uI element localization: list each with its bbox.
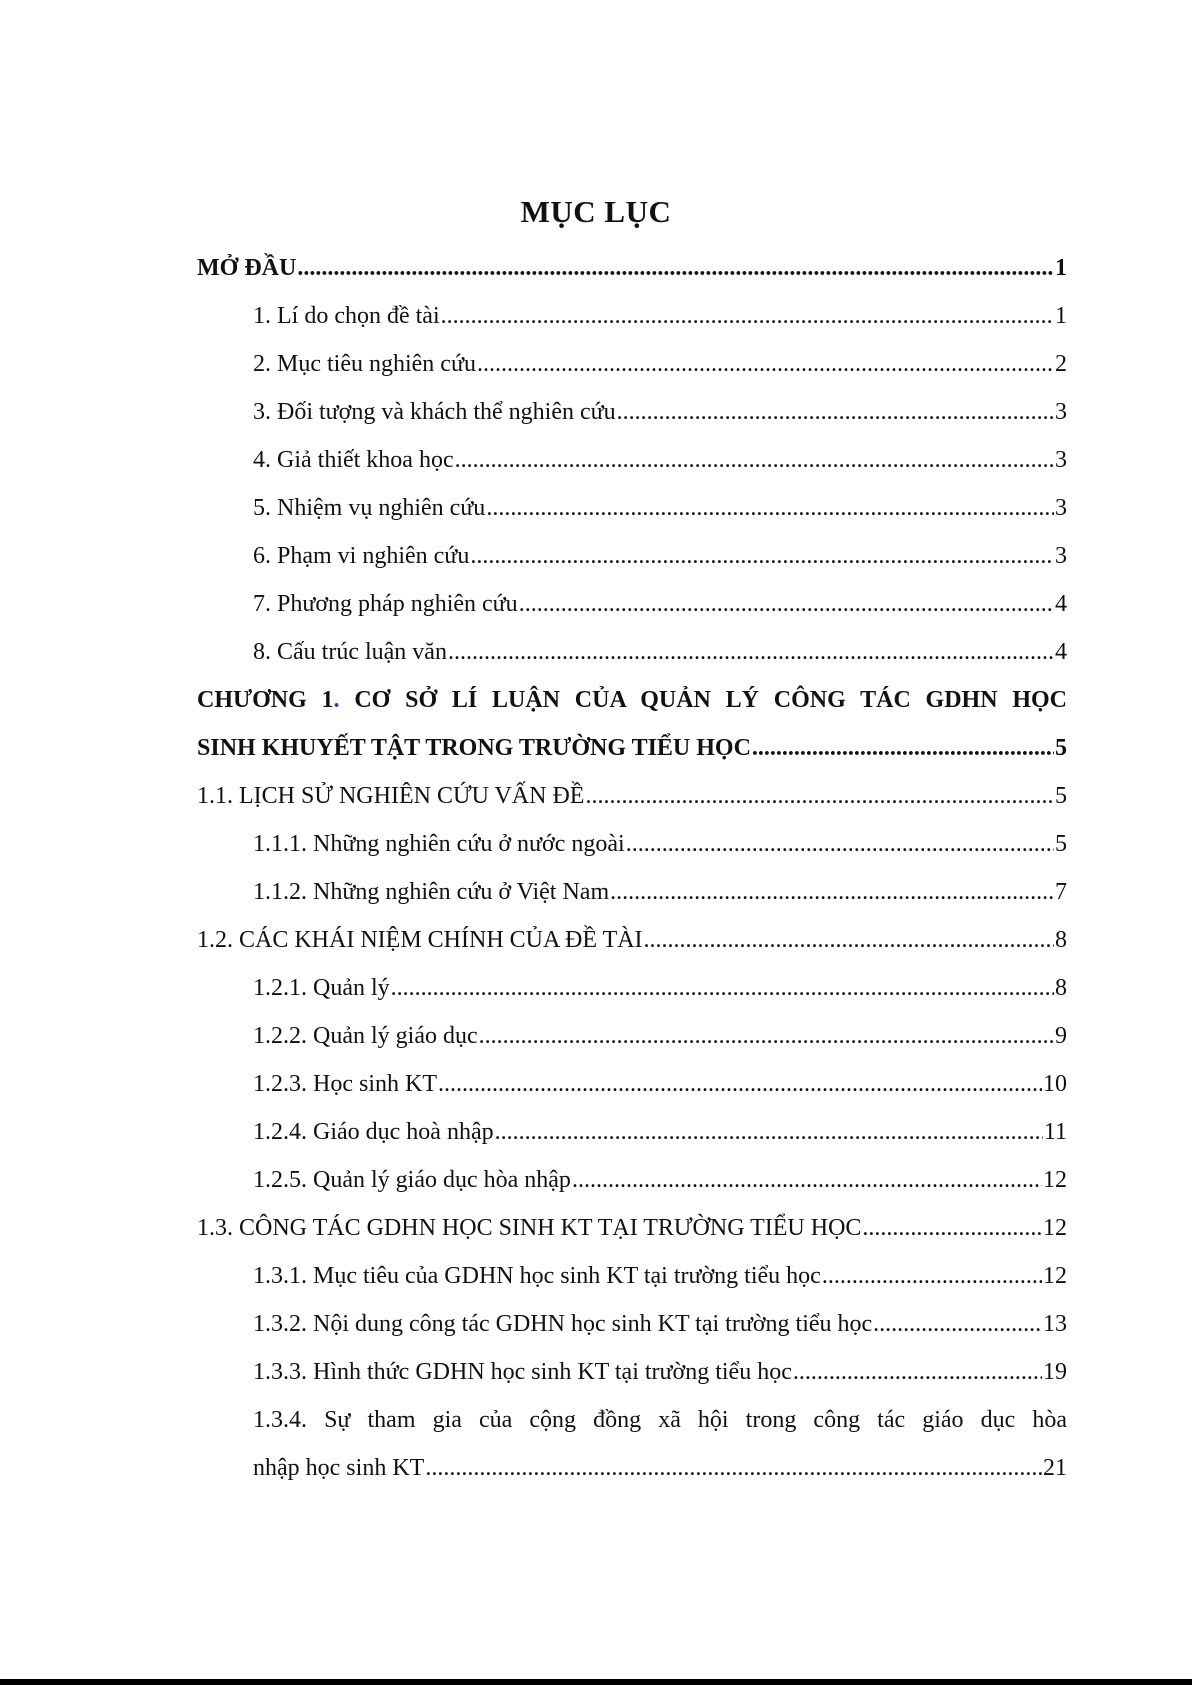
entry-text: 1.1.1. Những nghiên cứu ở nước ngoài xyxy=(253,831,625,857)
page-number: 19 xyxy=(1043,1359,1067,1385)
dot-leader xyxy=(297,244,1054,292)
dot-leader xyxy=(470,532,1054,580)
entry-text: 1. Lí do chọn đề tài xyxy=(253,303,440,329)
dot-leader xyxy=(441,292,1054,340)
toc-entry xyxy=(197,1012,1067,1060)
dot-leader xyxy=(448,628,1054,676)
chapter-1-title-end: SINH KHUYẾT TẬT TRONG TRƯỜNG TIỂU HỌC xyxy=(197,735,751,761)
dot-leader xyxy=(793,1348,1042,1396)
toc-entry xyxy=(197,628,1067,676)
toc-group-chapter-1 xyxy=(197,772,1067,1396)
page-number: 2 xyxy=(1055,351,1067,377)
page-number: 8 xyxy=(1055,927,1067,953)
dot-leader xyxy=(519,580,1054,628)
entry-text: 4. Giả thiết khoa học xyxy=(253,447,454,473)
toc-entry xyxy=(197,1204,1067,1252)
toc-entry xyxy=(197,964,1067,1012)
entry-text: 1.2.5. Quản lý giáo dục hòa nhập xyxy=(253,1167,571,1193)
page-number: 12 xyxy=(1043,1215,1067,1241)
entry-text: 1.2.1. Quản lý xyxy=(253,975,390,1001)
page-number: 4 xyxy=(1055,591,1067,617)
dot-leader xyxy=(752,724,1054,772)
page-number: 11 xyxy=(1043,1119,1067,1145)
page-number: 7 xyxy=(1055,879,1067,905)
page-number: 4 xyxy=(1055,639,1067,665)
dot-leader xyxy=(873,1300,1042,1348)
page-number: 13 xyxy=(1043,1311,1067,1337)
dot-leader xyxy=(425,1444,1042,1492)
entry-text: 1.3. CÔNG TÁC GDHN HỌC SINH KT TẠI TRƯỜNG TIỂU HỌC xyxy=(197,1215,862,1241)
page-number: 10 xyxy=(1043,1071,1067,1097)
toc-entry xyxy=(197,1252,1067,1300)
page-number: 1 xyxy=(1055,303,1067,329)
entry-text: 7. Phương pháp nghiên cứu xyxy=(253,591,518,617)
toc-entry xyxy=(197,436,1067,484)
dot-leader xyxy=(572,1156,1042,1204)
toc-entry xyxy=(197,1300,1067,1348)
entry-text: nhập học sinh KT xyxy=(253,1455,425,1481)
toc-entry xyxy=(197,340,1067,388)
dot-leader xyxy=(862,1204,1042,1252)
page-number: 8 xyxy=(1055,975,1067,1001)
page-number: 21 xyxy=(1043,1455,1067,1481)
toc-entry xyxy=(197,532,1067,580)
entry-text: 3. Đối tượng và khách thể nghiên cứu xyxy=(253,399,616,425)
page-number: 5 xyxy=(1055,783,1067,809)
toc-entry xyxy=(197,580,1067,628)
dot-leader xyxy=(479,1012,1054,1060)
dot-leader xyxy=(438,1060,1042,1108)
dot-leader xyxy=(486,484,1054,532)
entry-text: 1.1.2. Những nghiên cứu ở Việt Nam xyxy=(253,879,610,905)
page-number: 5 xyxy=(1055,735,1067,761)
dot-leader xyxy=(585,772,1054,820)
toc-chapter-1-line-2 xyxy=(197,724,1067,772)
toc-entry xyxy=(197,388,1067,436)
toc-entry xyxy=(197,820,1067,868)
toc-entry xyxy=(197,1108,1067,1156)
toc-entry xyxy=(197,244,1067,292)
toc-entry xyxy=(197,1060,1067,1108)
dot-leader xyxy=(617,388,1054,436)
entry-text: 1.2.4. Giáo dục hoà nhập xyxy=(253,1119,494,1145)
toc-entry xyxy=(197,292,1067,340)
page-bottom-edge xyxy=(0,1679,1192,1685)
entry-text: 1.2.2. Quản lý giáo dục xyxy=(253,1023,478,1049)
entry-text: 1.3.2. Nội dung công tác GDHN học sinh KT tại trường tiểu học xyxy=(253,1311,873,1337)
dot-leader xyxy=(391,964,1054,1012)
dot-leader xyxy=(477,340,1054,388)
table-of-contents xyxy=(197,244,1067,1492)
page-number: 12 xyxy=(1043,1263,1067,1289)
page-number: 12 xyxy=(1043,1167,1067,1193)
toc-group-intro xyxy=(197,244,1067,676)
dot-leader xyxy=(455,436,1054,484)
entry-text: 1.1. LỊCH SỬ NGHIÊN CỨU VẤN ĐỀ xyxy=(197,783,585,809)
toc-entry-1-3-4-line-1: 1.3.4. Sự tham gia của cộng đồng xã hội trong công tác giáo dục hòa xyxy=(253,1407,1067,1433)
page-number: 1 xyxy=(1055,255,1067,281)
chapter-1-prefix: CHƯƠNG 1 xyxy=(197,687,334,713)
entry-text: 6. Phạm vi nghiên cứu xyxy=(253,543,470,569)
page-number: 3 xyxy=(1055,543,1067,569)
dot-leader xyxy=(495,1108,1043,1156)
dot-leader xyxy=(644,916,1054,964)
dot-leader xyxy=(626,820,1054,868)
page-number: 3 xyxy=(1055,495,1067,521)
chapter-1-title-start: CƠ SỞ LÍ LUẬN CỦA QUẢN LÝ CÔNG TÁC GDHN HỌC xyxy=(339,687,1067,713)
chapter-1-accent: . xyxy=(333,687,340,713)
page-number: 5 xyxy=(1055,831,1067,857)
toc-chapter-1-line-1 xyxy=(197,676,1067,724)
toc-entry xyxy=(197,1156,1067,1204)
toc-entry xyxy=(197,1348,1067,1396)
entry-text: MỞ ĐẦU xyxy=(197,255,297,281)
entry-text: 1.3.1. Mục tiêu của GDHN học sinh KT tại trường tiểu học xyxy=(253,1263,821,1289)
entry-text: 1.2. CÁC KHÁI NIỆM CHÍNH CỦA ĐỀ TÀI xyxy=(197,927,643,953)
page-number: 3 xyxy=(1055,399,1067,425)
entry-text: 1.2.3. Học sinh KT xyxy=(253,1071,437,1097)
entry-text: 1.3.3. Hình thức GDHN học sinh KT tại trường tiểu học xyxy=(253,1359,792,1385)
toc-entry xyxy=(197,916,1067,964)
toc-entry xyxy=(197,772,1067,820)
page-title: MỤC LỤC xyxy=(520,194,672,229)
toc-entry-1-3-4-line-2 xyxy=(197,1444,1067,1492)
toc-entry xyxy=(197,484,1067,532)
entry-text: 8. Cấu trúc luận văn xyxy=(253,639,447,665)
dot-leader xyxy=(822,1252,1042,1300)
entry-text: 5. Nhiệm vụ nghiên cứu xyxy=(253,495,486,521)
page-number: 3 xyxy=(1055,447,1067,473)
page-number: 9 xyxy=(1055,1023,1067,1049)
toc-entry xyxy=(197,868,1067,916)
entry-text: 2. Mục tiêu nghiên cứu xyxy=(253,351,476,377)
dot-leader xyxy=(610,868,1054,916)
